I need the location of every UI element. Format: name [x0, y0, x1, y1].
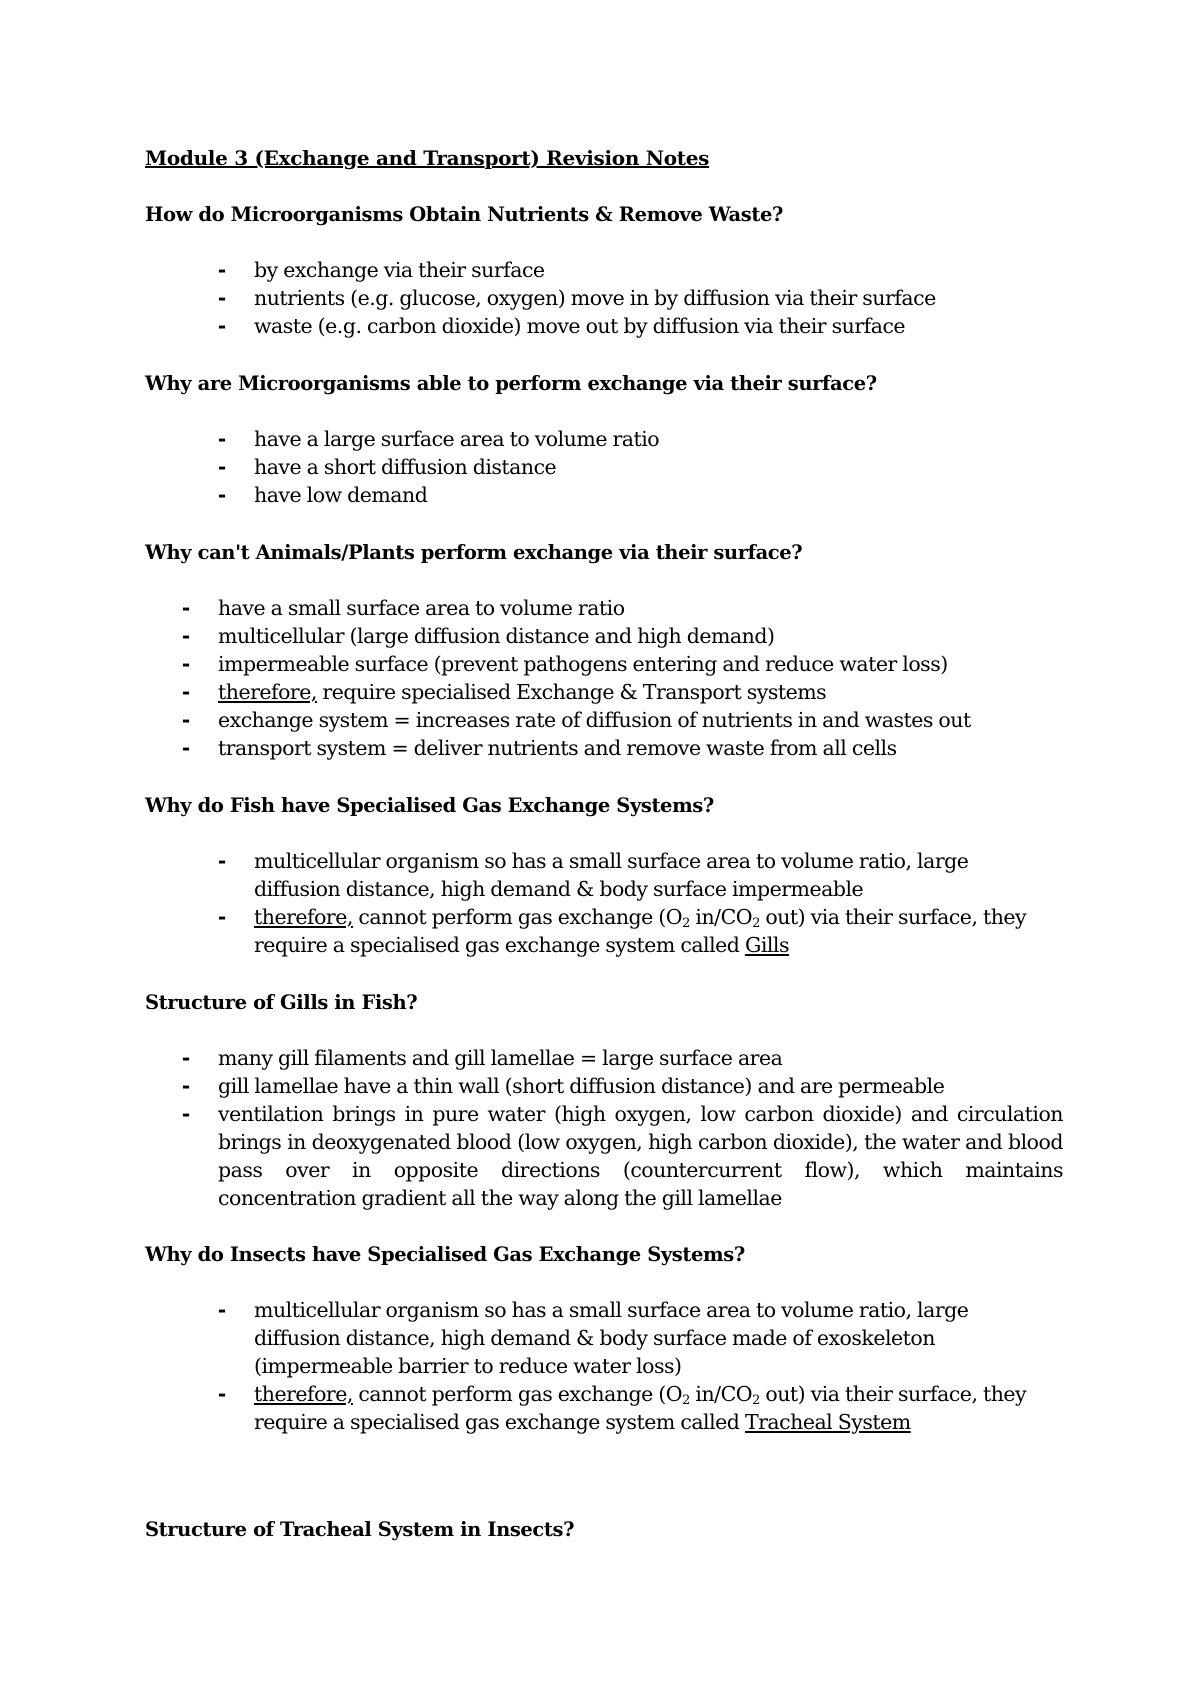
list-insects-gas-exchange	[216, 1296, 1054, 1436]
list-item: - nutrients (e.g. glucose, oxygen) move in by diffusion via their surface	[216, 286, 936, 310]
list-item: - many gill filaments and gill lamellae = large surface area	[180, 1046, 783, 1070]
list-item: - gill lamellae have a thin wall (short diffusion distance) and are permeable	[180, 1074, 945, 1098]
list-item: - have low demand	[216, 483, 428, 507]
list-microorganisms-nutrients	[216, 256, 1054, 340]
list-item: - therefore, cannot perform gas exchange ($O_2$ $in/CO_2$ out) via their surface, they require a specialised gas exchange system called Gills	[216, 905, 1027, 957]
heading-microorganisms-nutrients: How do Microorganisms Obtain Nutrients & Remove Waste?	[145, 203, 784, 226]
heading-tracheal-structure: Structure of Tracheal System in Insects?	[145, 1518, 575, 1541]
list-item: - therefore, cannot perform gas exchange ($O_2$ $in/CO_2$ out) via their surface, they require a specialised gas exchange system called Tracheal System	[216, 1382, 1027, 1434]
heading-microorganisms-exchange: Why are Microorganisms able to perform exchange via their surface?	[145, 372, 877, 395]
list-microorganisms-exchange	[216, 425, 1054, 509]
list-item: - exchange system = increases rate of diffusion of nutrients in and wastes out	[180, 708, 971, 732]
list-item: - have a large surface area to volume ratio	[216, 427, 660, 451]
list-item: - multicellular (large diffusion distance and high demand)	[180, 624, 775, 648]
heading-animals-plants: Why can't Animals/Plants perform exchange via their surface?	[145, 541, 803, 564]
list-gills-structure	[180, 1044, 1063, 1212]
list-item: - have a short diffusion distance	[216, 455, 557, 479]
heading-gills-structure: Structure of Gills in Fish?	[145, 991, 418, 1014]
list-item: - impermeable surface (prevent pathogens entering and reduce water loss)	[180, 652, 948, 676]
list-item: - therefore, require specialised Exchange & Transport systems	[180, 680, 827, 704]
list-item: - have a small surface area to volume ratio	[180, 596, 625, 620]
heading-insects-gas-exchange: Why do Insects have Specialised Gas Exchange Systems?	[145, 1243, 745, 1266]
list-item: - ventilation brings in pure water (high oxygen, low carbon dioxide) and circulation brings in deoxygenated blood (low oxygen, high carbon dioxide), the water and blood pass over in opposite directions (countercurrent flow), which maintains concentration gradient all the way along the gill lamellae	[180, 1102, 1063, 1210]
heading-fish-gas-exchange: Why do Fish have Specialised Gas Exchange Systems?	[145, 794, 714, 817]
list-animals-plants	[180, 594, 1063, 762]
list-fish-gas-exchange	[216, 847, 1054, 959]
list-item: - multicellular organism so has a small surface area to volume ratio, large diffusion distance, high demand & body surface impermeable	[216, 849, 969, 901]
document-title: Module 3 (Exchange and Transport) Revision Notes	[145, 146, 710, 170]
list-item: - multicellular organism so has a small surface area to volume ratio, large diffusion distance, high demand & body surface made of exoskeleton (impermeable barrier to reduce water loss)	[216, 1298, 969, 1378]
list-item: - waste (e.g. carbon dioxide) move out by diffusion via their surface	[216, 314, 906, 338]
list-item: - transport system = deliver nutrients and remove waste from all cells	[180, 736, 897, 760]
list-item: - by exchange via their surface	[216, 258, 545, 282]
